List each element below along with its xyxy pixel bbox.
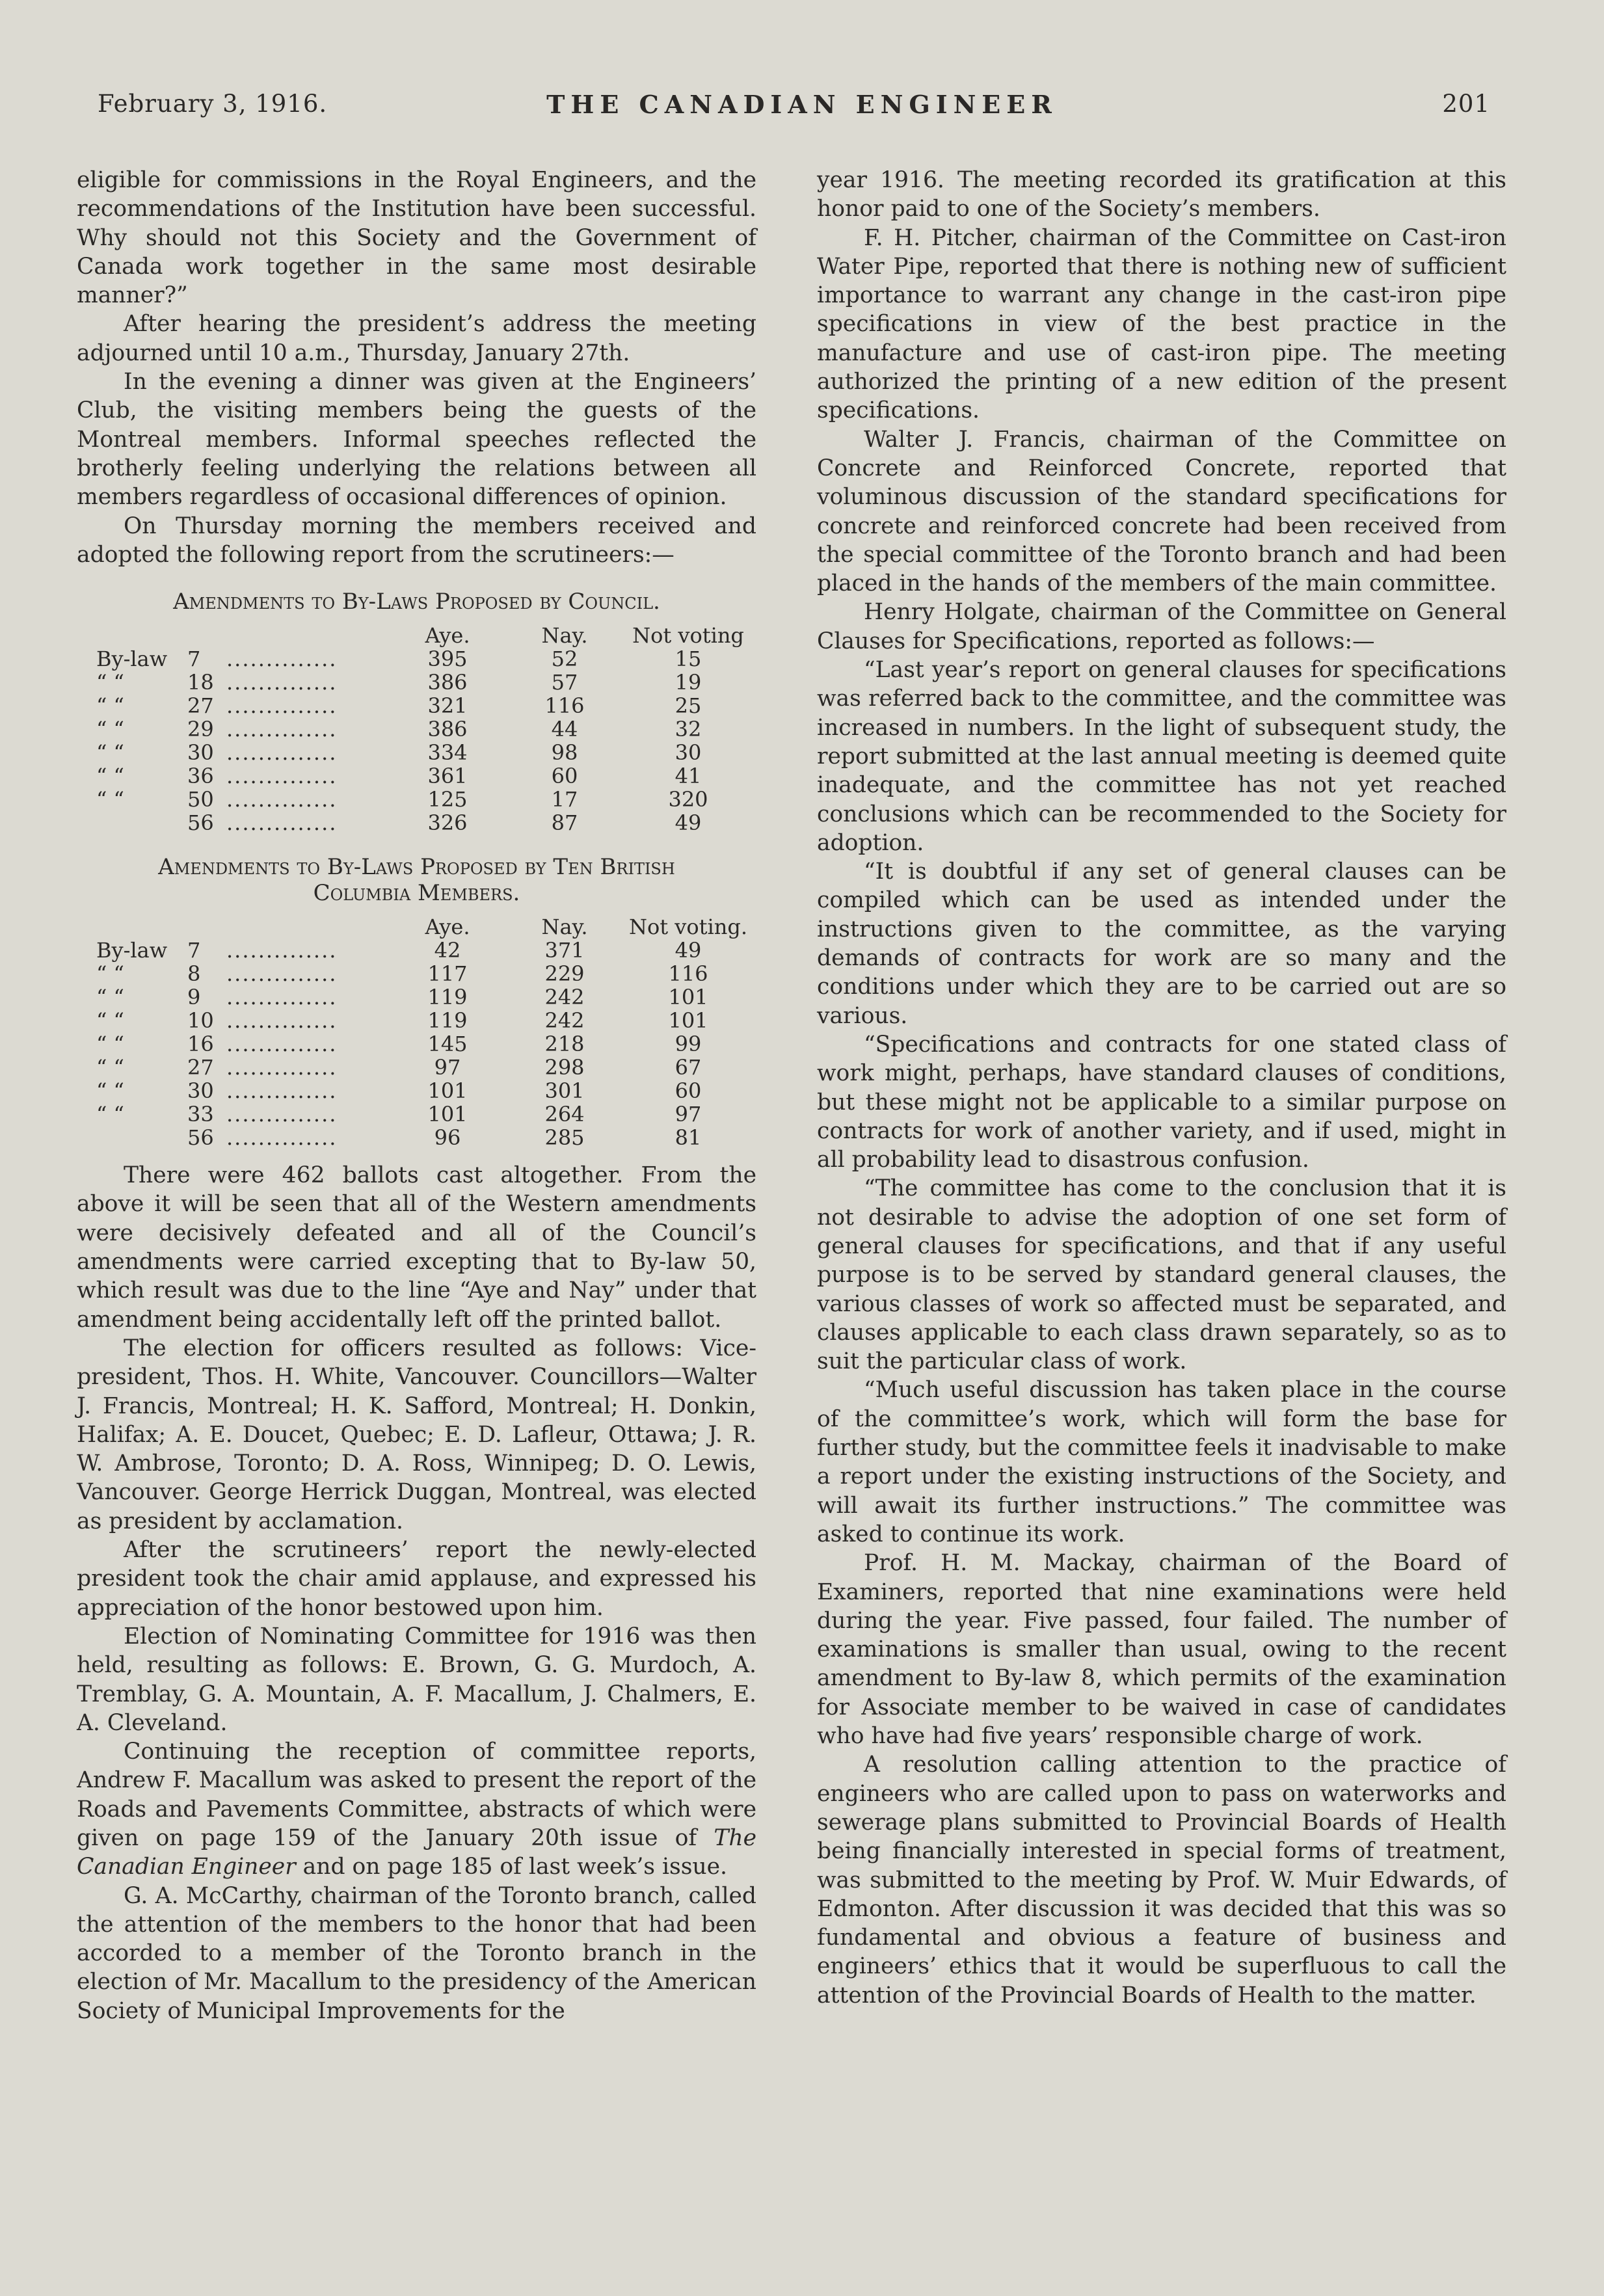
not-voting-value: 116 — [668, 961, 708, 987]
aye-value: 326 — [427, 810, 468, 836]
paragraph — [77, 1737, 756, 1881]
leader-dots: .............. — [226, 693, 338, 719]
column-header: Not voting. — [629, 914, 747, 940]
nay-value: 264 — [544, 1102, 585, 1127]
paragraph: A resolution calling attention to the practice of engineers who are called upon to pass on waterworks and sewerage plans submitted to Provincial Boards of Health being financially interested in special forms of treatment, was submitted to the meeting by Prof. W. Muir Edwards, of Edmonton. After discussion it was decided that this was so fundamental and obvious a feature of business and engineers’ ethics that it would be superfluous to call the attention of the Provincial Boards of Health to the matter. — [817, 1752, 1506, 2009]
aye-value: 145 — [427, 1032, 468, 1057]
nay-value: 87 — [551, 810, 578, 836]
nay-value: 371 — [544, 938, 585, 963]
leader-dots: .............. — [226, 1125, 338, 1151]
text-run: Continuing the reception of committee reports, Andrew F. Macallum was asked to present the report of the Roads and Pavements Committee, abstracts of which were given on page 159 of the January 20th issue of — [77, 1739, 756, 1851]
paragraph: Prof. H. M. Mackay, chairman of the Board of Examiners, reported that nine examinations were held during the year. Five passed, four failed. The number of examinations is smaller than usual, owing to the recent amendment to By-law 8, which permits of the examination for Associate member to be waived in case of candidates who have had five years’ responsible charge of work. — [817, 1550, 1506, 1750]
table-title: Amendments to By-Laws Proposed by Council. — [173, 589, 660, 615]
leader-dots: .............. — [226, 938, 338, 963]
table-row — [96, 1056, 753, 1079]
row-label: By-law — [96, 938, 168, 963]
leader-dots: .............. — [226, 717, 338, 742]
aye-value: 321 — [427, 693, 468, 719]
bylaw-number: 7 — [187, 647, 201, 672]
aye-value: 97 — [434, 1055, 461, 1080]
not-voting-value: 81 — [675, 1125, 702, 1151]
table-row — [96, 962, 753, 985]
column-header: Aye. — [425, 623, 470, 648]
table-title-line: Columbia Members. — [313, 880, 520, 907]
bylaw-number: 8 — [187, 961, 201, 987]
nay-value: 229 — [544, 961, 585, 987]
row-label: “ “ — [96, 740, 124, 766]
table-row — [96, 1102, 753, 1126]
aye-value: 334 — [427, 740, 468, 766]
leader-dots: .............. — [226, 764, 338, 789]
not-voting-value: 41 — [675, 764, 702, 789]
aye-value: 386 — [427, 717, 468, 742]
text-run: and on page 185 of last week’s issue. — [295, 1854, 728, 1880]
not-voting-value: 49 — [675, 938, 702, 963]
table-title — [77, 854, 756, 906]
leader-dots: .............. — [226, 670, 338, 695]
nay-value: 298 — [544, 1055, 585, 1080]
aye-value: 119 — [427, 1008, 468, 1034]
right-column — [817, 166, 1506, 2010]
not-voting-value: 101 — [668, 1008, 708, 1034]
row-label: “ “ — [96, 985, 124, 1010]
issue-date: February 3, 1916. — [98, 90, 328, 118]
row-label: “ “ — [96, 693, 124, 719]
bylaw-number: 30 — [187, 1078, 214, 1104]
leader-dots: .............. — [226, 1078, 338, 1104]
paragraph: Election of Nominating Committee for 1916 was then held, resulting as follows: E. Brown, G. G. Murdoch, A. Tremblay, G. A. Mountain, A. F. Macallum, J. Chalmers, E. A. Cleveland. — [77, 1623, 756, 1736]
nay-value: 285 — [544, 1125, 585, 1151]
paragraph: There were 462 ballots cast altogether. From the above it will be seen that all of the Western amendments were decisively defeated and all of the Council’s amendments were carried excepting that to By-law 50, which result was due to the line “Aye and Nay” under that amendment being accidentally left off the printed ballot. — [77, 1162, 756, 1333]
nay-value: 242 — [544, 1008, 585, 1034]
not-voting-value: 99 — [675, 1032, 702, 1057]
bylaw-number: 18 — [187, 670, 214, 695]
column-header: Nay. — [541, 914, 588, 940]
table-row — [96, 1032, 753, 1056]
leader-dots: .............. — [226, 1032, 338, 1057]
british-columbia-amendments-table — [96, 915, 753, 1149]
bylaw-number: 50 — [187, 787, 214, 812]
table-row — [96, 671, 753, 694]
leader-dots: .............. — [226, 787, 338, 812]
table-row — [96, 1126, 753, 1149]
nay-value: 52 — [551, 647, 578, 672]
nay-value: 301 — [544, 1078, 585, 1104]
paragraph: “The committee has come to the conclusion that it is not desirable to advise the adoption of one set form of general clauses for specifications, and that if any useful purpose is to be served by standard general clauses, the various classes of work so affected must be separated, and clauses applicable to each class drawn separately, so as to suit the particular class of work. — [817, 1175, 1506, 1375]
table-row — [96, 694, 753, 717]
not-voting-value: 67 — [675, 1055, 702, 1080]
paragraph: “Specifications and contracts for one stated class of work might, perhaps, have standard clauses of conditions, but these might not be applicable to a similar purpose on contracts for work of another variety, and if used, might in all probability lead to disastrous confusion. — [817, 1031, 1506, 1173]
leader-dots: .............. — [226, 1008, 338, 1034]
not-voting-value: 32 — [675, 717, 702, 742]
table-title-line: Amendments to By-Laws Proposed by Ten British — [158, 854, 675, 881]
paragraph: In the evening a dinner was given at the Engineers’ Club, the visiting members being the guests of the Montreal members. Informal speeches reflected the brotherly feeling underlying the relations between all members regardless of occasional differences of opinion. — [77, 369, 756, 511]
paragraph: On Thursday morning the members received and adopted the following report from the scrutineers:— — [77, 513, 756, 568]
nay-value: 98 — [551, 740, 578, 766]
table-row — [96, 741, 753, 764]
not-voting-value: 30 — [675, 740, 702, 766]
aye-value: 101 — [427, 1102, 468, 1127]
not-voting-value: 15 — [675, 647, 702, 672]
paragraph: G. A. McCarthy, chairman of the Toronto branch, called the attention of the members to the honor that had been accorded to a member of the Toronto branch in the election of Mr. Macallum to the presidency of the American Society of Municipal Improvements for the — [77, 1882, 756, 2024]
not-voting-value: 97 — [675, 1102, 702, 1127]
row-label: “ “ — [96, 717, 124, 742]
bylaw-number: 9 — [187, 985, 201, 1010]
paragraph: year 1916. The meeting recorded its gratification at this honor paid to one of the Society’s members. — [817, 167, 1506, 222]
column-header: Nay. — [541, 623, 588, 648]
row-label: “ “ — [96, 1102, 124, 1127]
nay-value: 116 — [544, 693, 585, 719]
paragraph: The election for officers resulted as follows: Vice-president, Thos. H. White, Vancouver. Councillors—Walter J. Francis, Montreal; H. K. Safford, Montreal; H. Donkin, Halifax; A. E. Doucet, Quebec; E. D. Lafleur, Ottawa; J. R. W. Ambrose, Toronto; D. A. Ross, Winnipeg; D. O. Lewis, Vancouver. George Herrick Duggan, Montreal, was elected as president by acclamation. — [77, 1335, 756, 1534]
not-voting-value: 25 — [675, 693, 702, 719]
aye-value: 395 — [427, 647, 468, 672]
publication-title: The Canadian Engineer — [77, 1824, 756, 1880]
table-row — [96, 1009, 753, 1032]
bylaw-number: 56 — [187, 810, 214, 836]
paragraph: F. H. Pitcher, chairman of the Committee on Cast-iron Water Pipe, reported that there is nothing new of sufficient importance to warrant any change in the cast-iron pipe specifications in view of the best practice in the manufacture and use of cast-iron pipe. The meeting authorized the printing of a new edition of the present specifications. — [817, 224, 1506, 424]
row-label: “ “ — [96, 787, 124, 812]
journal-title: THE CANADIAN ENGINEER — [546, 90, 1058, 119]
paragraph: “It is doubtful if any set of general clauses can be compiled which can be used as intended under the instructions given to the committee, as the varying demands of contracts for work are so many and the conditions under which they are to be carried out are so various. — [817, 859, 1506, 1029]
nay-value: 17 — [551, 787, 578, 812]
table-row — [96, 985, 753, 1009]
bylaw-number: 10 — [187, 1008, 214, 1034]
not-voting-value: 19 — [675, 670, 702, 695]
not-voting-value: 320 — [668, 787, 708, 812]
table-row — [96, 647, 753, 671]
aye-value: 361 — [427, 764, 468, 789]
row-label — [96, 811, 187, 834]
paragraph: Henry Holgate, chairman of the Committee on General Clauses for Specifications, reported as follows:— — [817, 599, 1506, 654]
aye-value: 119 — [427, 985, 468, 1010]
row-label: “ “ — [96, 1032, 124, 1057]
paragraph: “Much useful discussion has taken place in the course of the committee’s work, which will form the base for further study, but the committee feels it inadvisable to make a report under the existing instructions of the Society, and will await its further instructions.” The committee was asked to continue its work. — [817, 1377, 1506, 1547]
not-voting-value: 101 — [668, 985, 708, 1010]
row-label: “ “ — [96, 670, 124, 695]
bylaw-number: 27 — [187, 1055, 214, 1080]
paragraph: Walter J. Francis, chairman of the Committee on Concrete and Reinforced Concrete, reported that voluminous discussion of the standard specifications for concrete and reinforced concrete had been received from the special committee of the Toronto branch and had been placed in the hands of the members of the main committee. — [817, 426, 1506, 597]
bylaw-number: 33 — [187, 1102, 214, 1127]
table-row — [96, 788, 753, 811]
page-number: 201 — [1442, 90, 1490, 118]
aye-value: 125 — [427, 787, 468, 812]
council-amendments-table — [96, 624, 753, 834]
row-label: “ “ — [96, 1008, 124, 1034]
leader-dots: .............. — [226, 647, 338, 672]
nay-value: 60 — [551, 764, 578, 789]
leader-dots: .............. — [226, 961, 338, 987]
column-header: Not voting — [632, 623, 744, 648]
aye-value: 96 — [434, 1125, 461, 1151]
table-row — [96, 939, 753, 962]
bylaw-number: 30 — [187, 740, 214, 766]
row-label: “ “ — [96, 961, 124, 987]
bylaw-number: 36 — [187, 764, 214, 789]
leader-dots: .............. — [226, 1055, 338, 1080]
nay-value: 44 — [551, 717, 578, 742]
leader-dots: .............. — [226, 985, 338, 1010]
leader-dots: .............. — [226, 740, 338, 766]
bylaw-number: 27 — [187, 693, 214, 719]
row-label: “ “ — [96, 1055, 124, 1080]
row-label: By-law — [96, 647, 168, 672]
bylaw-number: 56 — [187, 1125, 214, 1151]
aye-value: 101 — [427, 1078, 468, 1104]
aye-value: 42 — [434, 938, 461, 963]
leader-dots: .............. — [226, 810, 338, 836]
leader-dots: .............. — [226, 1102, 338, 1127]
paragraph: After the scrutineers’ report the newly-elected president took the chair amid applause, and expressed his appreciation of the honor bestowed upon him. — [77, 1537, 756, 1621]
bylaw-number: 16 — [187, 1032, 214, 1057]
nay-value: 242 — [544, 985, 585, 1010]
row-label: “ “ — [96, 1078, 124, 1104]
aye-value: 386 — [427, 670, 468, 695]
paragraph: “Last year’s report on general clauses for specifications was referred back to the committee, and the committee was increased in numbers. In the light of subsequent study, the report submitted at the last annual meeting is deemed quite inadequate, and the committee has not yet reached conclusions which can be recommended to the Society for adoption. — [817, 657, 1506, 856]
row-label — [96, 1126, 187, 1149]
aye-value: 117 — [427, 961, 468, 987]
paragraph: After hearing the president’s address the meeting adjourned until 10 a.m., Thursday, January 27th. — [77, 311, 756, 366]
bylaw-number: 7 — [187, 938, 201, 963]
column-header: Aye. — [425, 914, 470, 940]
nay-value: 57 — [551, 670, 578, 695]
row-label: “ “ — [96, 764, 124, 789]
table-row — [96, 717, 753, 741]
nay-value: 218 — [544, 1032, 585, 1057]
table-row — [96, 1079, 753, 1102]
table-row — [96, 811, 753, 834]
not-voting-value: 60 — [675, 1078, 702, 1104]
bylaw-number: 29 — [187, 717, 214, 742]
table-row — [96, 764, 753, 788]
left-column — [77, 166, 756, 2025]
paragraph: eligible for commissions in the Royal Engineers, and the recommendations of the Institution have been successful. Why should not this Society and the Government of Canada work together in the same most desirable manner?” — [77, 167, 756, 309]
not-voting-value: 49 — [675, 810, 702, 836]
